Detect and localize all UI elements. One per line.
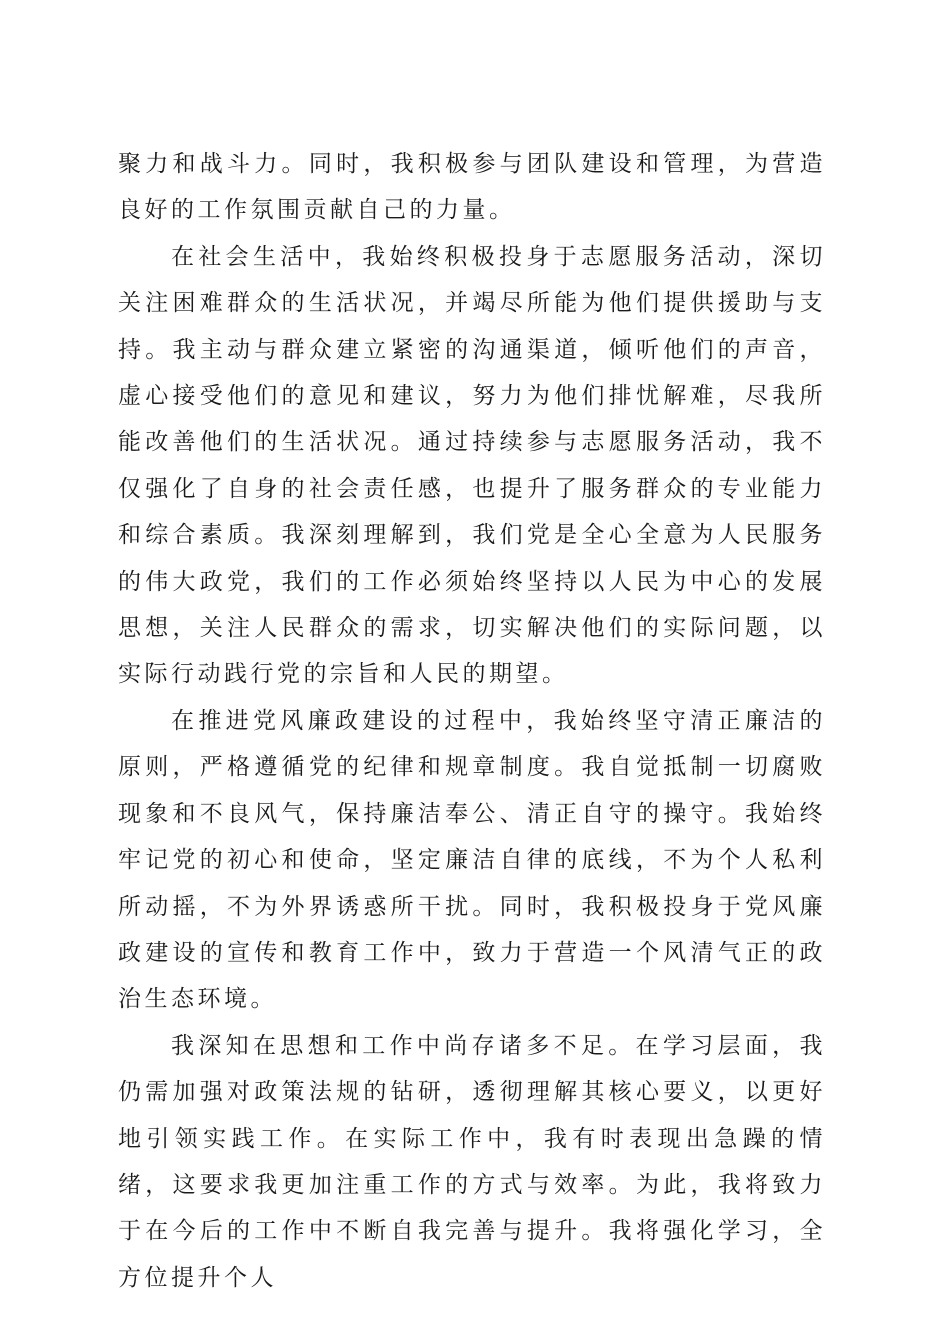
paragraph-4: 我深知在思想和工作中尚存诸多不足。在学习层面，我仍需加强对政策法规的钻研，透彻理解其核心要义，以更好地引领实践工作。在实际工作中，我有时表现出急躁的情绪，这要求我更加注重工作的方式与效率。为此，我将致力于在今后的工作中不断自我完善与提升。我将强化学习，全方位提升个人 [118, 1032, 826, 1291]
paragraph-1: 聚力和战斗力。同时，我积极参与团队建设和管理，为营造良好的工作氛围贡献自己的力量。 [118, 151, 826, 224]
paragraph-2: 在社会生活中，我始终积极投身于志愿服务活动，深切关注困难群众的生活状况，并竭尽所能为他们提供援助与支持。我主动与群众建立紧密的沟通渠道，倾听他们的声音，虚心接受他们的意见和建议，努力为他们排忧解难，尽我所能改善他们的生活状况。通过持续参与志愿服务活动，我不仅强化了自身的社会责任感，也提升了服务群众的专业能力和综合素质。我深刻理解到，我们党是全心全意为人民服务的伟大政党，我们的工作必须始终坚持以人民为中心的发展思想，关注人民群众的需求，切实解决他们的实际问题，以实际行动践行党的宗旨和人民的期望。 [118, 243, 826, 688]
paragraph-3: 在推进党风廉政建设的过程中，我始终坚守清正廉洁的原则，严格遵循党的纪律和规章制度。我自觉抵制一切腐败现象和不良风气，保持廉洁奉公、清正自守的操守。我始终牢记党的初心和使命，坚定廉洁自律的底线，不为个人私利所动摇，不为外界诱惑所干扰。同时，我积极投身于党风廉政建设的宣传和教育工作中，致力于营造一个风清气正的政治生态环境。 [118, 707, 826, 1013]
document-body [118, 141, 826, 1301]
